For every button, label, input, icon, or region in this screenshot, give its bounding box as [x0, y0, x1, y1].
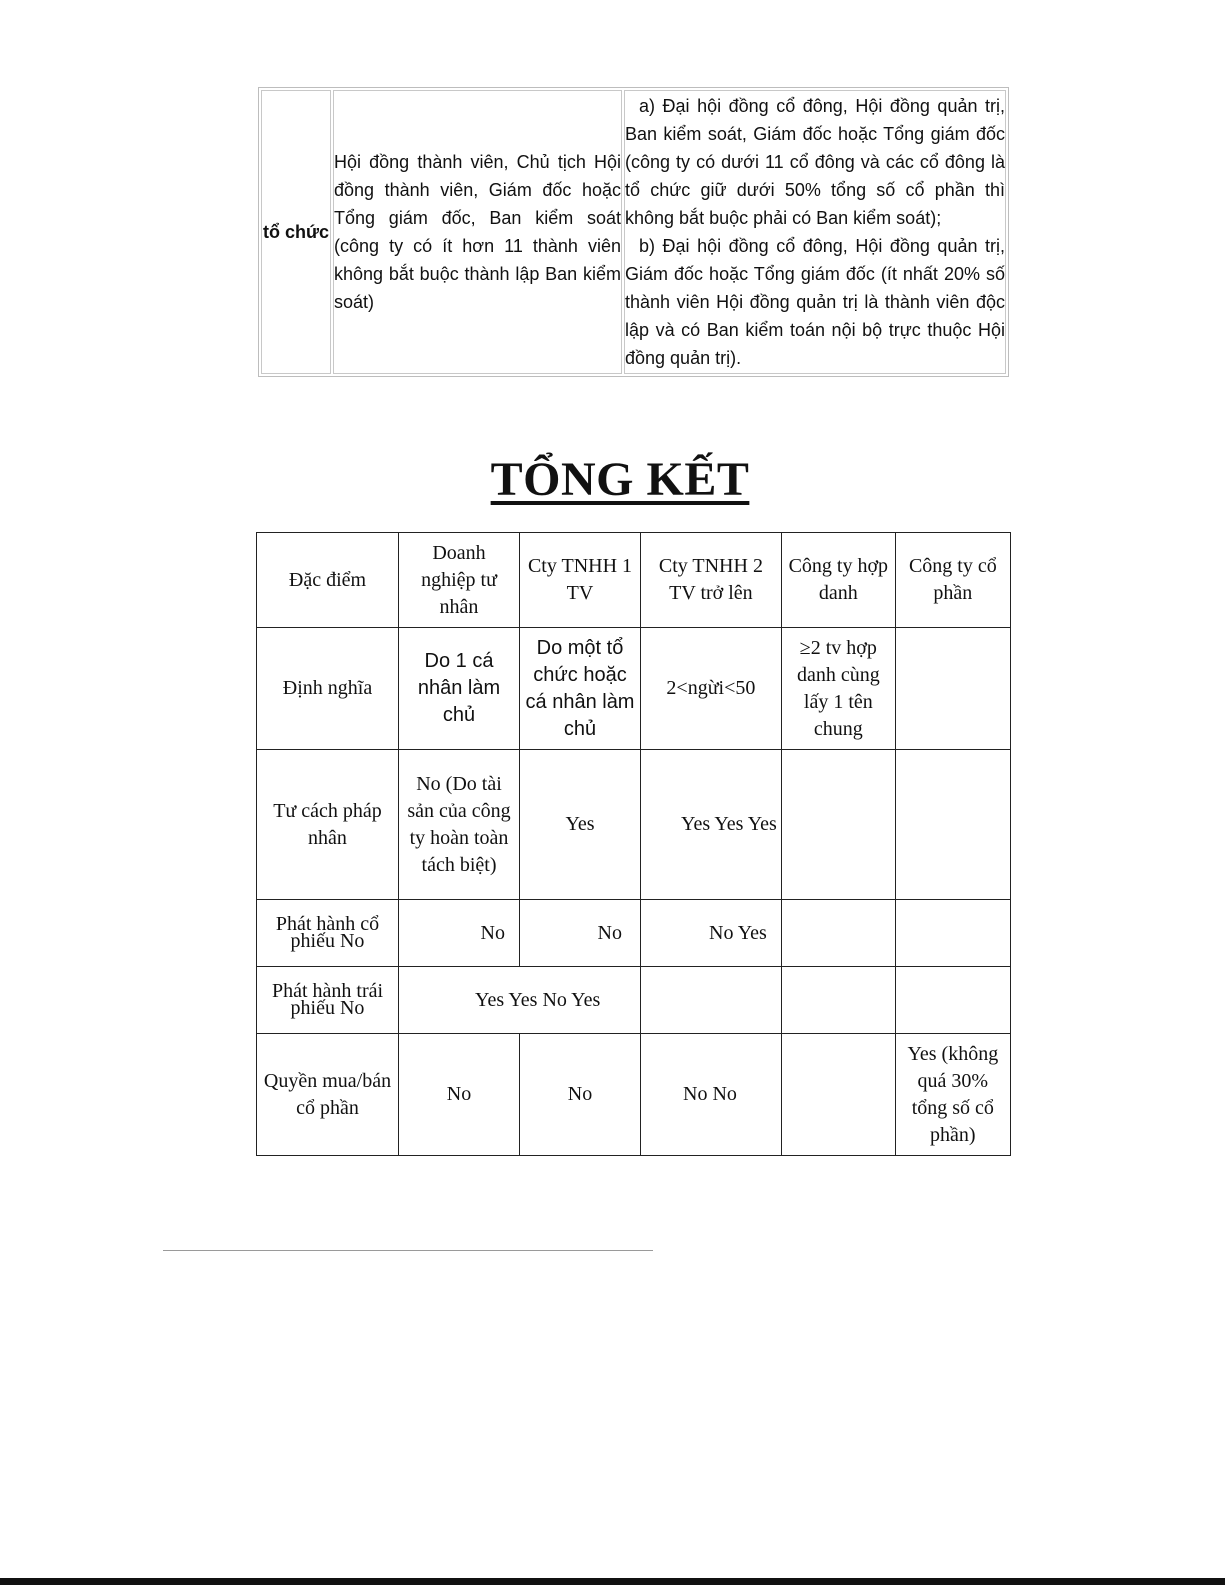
- table-cell: No: [399, 900, 520, 967]
- table-header-row: [257, 533, 1011, 628]
- header-joint-stock: Công ty cổ phần: [895, 533, 1010, 628]
- header-llc-two-members: Cty TNHH 2 TV trở lên: [641, 533, 782, 628]
- table-cell: Yes Yes No Yes: [399, 967, 641, 1034]
- table-row: [257, 900, 1011, 967]
- table-cell: [781, 900, 895, 967]
- page-title: TỔNG KẾT: [490, 453, 750, 506]
- header-feature: Đặc điểm: [257, 533, 399, 628]
- table-cell: No: [520, 900, 641, 967]
- row-label: Định nghĩa: [257, 628, 399, 750]
- header-partnership: Công ty hợp danh: [781, 533, 895, 628]
- llc-organization-cell: [333, 90, 622, 374]
- table-cell: [781, 750, 895, 900]
- table-cell: Do 1 cá nhân làm chủ: [399, 628, 520, 750]
- table-cell: [781, 967, 895, 1034]
- table-cell: No: [520, 1034, 641, 1156]
- table-row: [257, 750, 1011, 900]
- row-label: Phát hành trái phiếu No: [257, 967, 399, 1034]
- summary-table: [256, 532, 1011, 1156]
- page-bottom-border: [0, 1578, 1225, 1585]
- table-cell: No Yes: [641, 900, 782, 967]
- table-cell: [895, 967, 1010, 1034]
- row-label: Quyền mua/bán cổ phần: [257, 1034, 399, 1156]
- row-label-organization: tổ chức: [261, 90, 331, 374]
- table-cell: Yes (không quá 30% tổng số cổ phần): [895, 1034, 1010, 1156]
- organization-table: [258, 87, 1009, 377]
- footnote-divider: [163, 1250, 653, 1251]
- table-cell: Yes Yes Yes: [641, 750, 782, 900]
- jsc-organization-option-b: b) Đại hội đồng cổ đông, Hội đồng quản trị, Giám đốc hoặc Tổng giám đốc (ít nhất 20% số thành viên Hội đồng quản trị là thành viên độc lập và có Ban kiểm toán nội bộ trực thuộc Hội đồng quản trị).: [625, 236, 1005, 368]
- table-cell: No: [399, 1034, 520, 1156]
- table-cell: [895, 628, 1010, 750]
- row-label: Phát hành cổ phiếu No: [257, 900, 399, 967]
- table-cell: [641, 967, 782, 1034]
- llc-organization-text: Hội đồng thành viên, Chủ tịch Hội đồng thành viên, Giám đốc hoặc Tổng giám đốc, Ban kiểm soát (công ty có ít hơn 11 thành viên không bắt buộc thành lập Ban kiểm soát): [334, 152, 621, 312]
- table-cell: Do một tổ chức hoặc cá nhân làm chủ: [520, 628, 641, 750]
- row-label: Tư cách pháp nhân: [257, 750, 399, 900]
- table-row: [257, 628, 1011, 750]
- table-row: [257, 967, 1011, 1034]
- jsc-organization-option-a: a) Đại hội đồng cổ đông, Hội đồng quản trị, Ban kiểm soát, Giám đốc hoặc Tổng giám đốc (công ty có dưới 11 cổ đông và các cổ đông là tổ chức giữ dưới 50% tổng số cổ phần thì không bắt buộc phải có Ban kiểm soát);: [625, 96, 1005, 228]
- table-cell: 2<ngừi<50: [641, 628, 782, 750]
- header-sole-proprietorship: Doanh nghiệp tư nhân: [399, 533, 520, 628]
- table-cell: No No: [641, 1034, 782, 1156]
- table-row: [261, 90, 1006, 374]
- table-cell: [895, 900, 1010, 967]
- table-cell: [895, 750, 1010, 900]
- table-cell: ≥2 tv hợp danh cùng lấy 1 tên chung: [781, 628, 895, 750]
- header-llc-one-member: Cty TNHH 1 TV: [520, 533, 641, 628]
- jsc-organization-cell: [624, 90, 1006, 374]
- table-cell: Yes: [520, 750, 641, 900]
- table-row: [257, 1034, 1011, 1156]
- table-cell: [781, 1034, 895, 1156]
- table-cell: No (Do tài sản của công ty hoàn toàn tách biệt): [399, 750, 520, 900]
